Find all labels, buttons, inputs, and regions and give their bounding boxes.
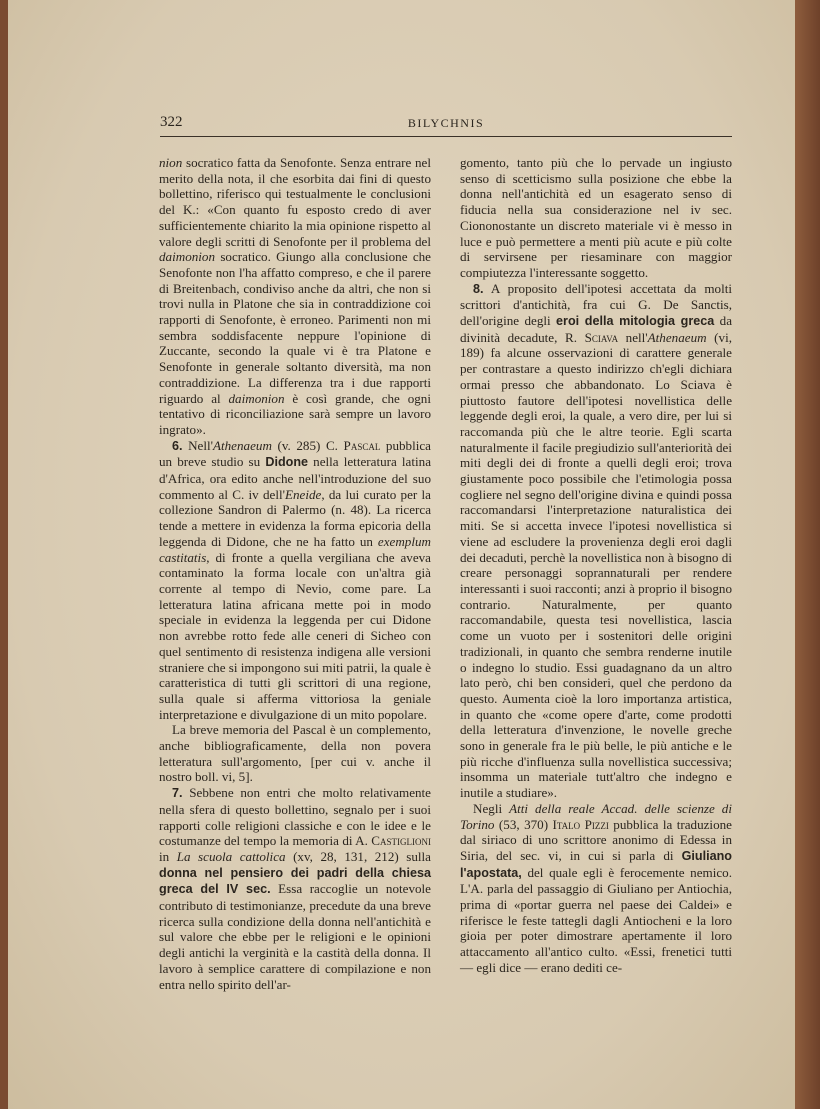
text-run: La breve memoria del Pascal è un complemento, anche bibliograficamente, della non povera letteratura sull'argomento, [per cui v. anche il nostro boll. vi, 5]. [159,722,431,785]
italic-text: nion [159,155,183,170]
text-run: Essa raccoglie un notevole contributo di testimonianze, precedute da una breve ricerca sulla condizione della donna nell'antichità e sul valore che ebbe per le religioni e le opinioni degli antichi la verginità e la castità della donna. Il lavoro à semplice carattere di compilazione e non entra nello spirito dell'ar- [159,881,431,992]
page-number: 322 [160,114,183,130]
text-run: del quale egli è ferocemente nemico. L'A. parla del passaggio di Giuliano per Antiochia, prima di «portar guerra nel paese dei Caldei» e riferisce le feste tattegli dagli Antiocheni e la loro gioia per poter dimostrare apertamente il loro attaccamento all'antico culto. «Essi, frenetici tutti — egli dice — erano dediti ce- [460,864,732,975]
text-run: (xv, 28, 131, 212) sulla [285,848,431,864]
text-run: A proposito dell'ipotesi accettata da molti scrittori d'antichità, fra cui G. De Sanctis, dell'origine degli [460,280,732,329]
paragraph [159,438,431,723]
paragraph [460,155,732,281]
header-rule [160,136,732,137]
text-run: gomento, tanto più che lo pervade un ingiusto senso di scetticismo sulla posizione che ebbe la donna nell'antichità ed un esagerato senso di fiducia nella sua considerazione nel iv sec. Ciononostante un discreto materiale vi è messo in luce e può permettere a menti più acute e più colte di servirsene per riesaminare con maggior compiutezza l'interessante soggetto. [460,155,732,280]
text-run: , da lui curato per la collezione Sandron di Palermo (n. 48). La ricerca tende a mettere in evidenza la forma epicoria della leggenda di Didone, che ne ha fatto un [159,486,431,549]
italic-text: Athenaeum [647,329,707,345]
text-run: , di fronte a quella vergiliana che aveva contaminato la forma locale con un'altra già corrente al tempo di Nevio, come pare. La letteratura latina africana mette poi in modo speciale in evidenza la leggenda per cui Didone non avrebbe rotto fede alle ceneri di Sicheo con quel sentimento di resistenza indigena alle versioni straniere che si impongono sui miti patrii, la quale è caratteristica di tutti gli scrittori di una regione, sulla quale si afferma vittoriosa la geniale interpretazione e divulgazione di un mito popolare. [159,549,431,722]
author-name: Sciava [584,329,619,345]
italic-text: Atti della reale Accad. delle scienze di Torino [460,800,732,832]
running-title: BILYCHNIS [407,116,485,130]
text-run: Negli [473,800,510,816]
italic-text: Eneide [284,486,322,502]
text-run: Sebbene non entri che molto relativamente nella sfera di questo bollettino, segnalo per i suoi rapporti colle religioni classiche e con le idee e le costumanze del tempo la memoria di A. [159,785,431,849]
text-run: da divinità decadute, R. [460,313,733,345]
text-run: pubblica un breve studio su [159,437,431,470]
right-column [460,155,732,976]
text-run: nella letteratura latina d'Africa, ora edito anche nell'introduzione del suo commento al C. iv dell' [159,454,432,502]
text-run: (v. 285) C. [271,437,344,453]
italic-text: daimonion [159,249,216,265]
paragraph [460,281,732,801]
text-run: socratico fatta da Senofonte. Senza entrare nel merito della nota, il che esorbita dai fini di questo bollettino, riferisco qui testualmente le conclusioni del K.: «Con quanto fu esposto credo di aver sufficientemente chiarito la mia opinione rispetto al valore degli scritti di Senofonte per il problema del [159,155,431,249]
text-run: è così grande, che ogni tentativo di riconciliazione sarà sempre un lavoro ingrato». [159,390,431,437]
paragraph [460,801,732,976]
bold-text: 6. [172,438,183,453]
bold-text: Didone [265,455,309,470]
author-name: Pascal [343,437,381,453]
page [8,0,803,1109]
paragraph [159,722,431,785]
text-run: in [159,848,177,864]
italic-text: La scuola cattolica [176,848,286,864]
bold-text: donna nel pensiero dei padri della chiesa greca del IV sec. [159,865,431,897]
bold-text: 8. [473,281,484,296]
bold-text: 7. [172,786,183,801]
author-name: Castiglioni [371,833,431,849]
page-header [160,114,732,136]
italic-text: daimonion [228,390,285,406]
text-run: (vi, 189) fa alcune osservazioni di carattere generale per contrastare a questo indirizzo ch'egli dichiara ormai presso che abbandonato. Lo Sciava è piuttosto fautore dell'ipotesi novellistica delle leggende degli eroi, la quale, a vero dire, per lui si raccomanda più che le altre teorie. Egli scarta naturalmente il facile pregiudizio sull'anteriorità dei miti degli dei di fronte a quelli degli eroi; trova giustamente poco possibile che l'etimologia possa cogliere nel segno dell'origine divina e quindi possa raccomandarsi l'interpretazione naturalistica dei miti. Se si accetta invece l'ipotesi novellistica si viene ad escludere la provenienza degli eroi dagli dei decaduti, perchè la novellistica non à bisogno di creare personaggi soprannaturali per rendere interessanti i suoi racconti; anzi à proprio il bisogno contrario. Naturalmente, per quanto raccomandabile, questa tesi novellistica, lascia come un vuoto per i sostenitori delle origini tradizionali, in quanto che sembra renderne inutile o indegno lo studio. Essi guadagnano da un altro lato però, chi ben consideri, quel che perdono da questo. Aumenta cioè la loro importanza artistica, in quanto che «come opere d'arte, come prodotti della letteratura d'invenzione, le novelle greche sono in generale fra le più belle, le più antiche e le più ricche d'influenza sulla novellistica successiva; insomma un materiale tutt'altro che indegno e inutile a studiare». [460,329,732,801]
text-run: (53, 370) [494,816,553,832]
bold-text: eroi della mitologia greca [556,314,715,329]
paragraph [159,155,431,438]
italic-text: exemplum castitatis [159,533,431,565]
text-run: Nell' [182,437,213,453]
left-column [159,155,431,992]
author-name: Italo Pizzi [552,816,609,832]
text-run: socratico. Giungo alla conclusione che Senofonte non l'ha affatto compreso, e che il parere di Breitenbach, condiviso anche da altri, che non si trovi nulla in Platone che sia in contraddizione coi rapporti di Senofonte, è erroneo. Parimenti non mi sembra soddisfacente neppure l'opinione di Zuccante, secondo la quale vi è tra Platone e Senofonte in generale soltanto diversità, ma non contraddizione. La differenza tra i due rapporti riguardo al [159,249,431,406]
text-run: nell' [618,329,648,345]
bold-text: Giuliano l'apostata, [460,848,732,880]
paragraph [159,785,431,992]
text-run: pubblica la traduzione dal siriaco di uno scrittore anonimo di Edessa in Siria, del sec. vi, in cui si parla di [460,816,732,863]
italic-text: Athenaeum [213,437,272,453]
page-edge [795,0,820,1109]
